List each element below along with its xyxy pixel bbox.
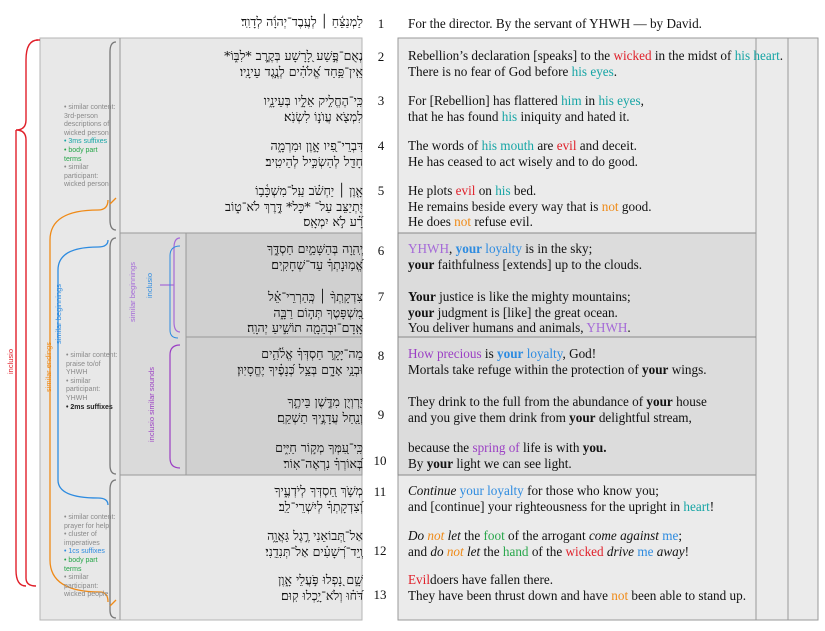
label-similar-beginnings-outer: similar beginnings <box>54 283 63 344</box>
text-segment: , <box>640 93 644 108</box>
text-segment: drive <box>606 543 635 559</box>
text-segment: you. <box>582 440 607 455</box>
text-segment: wicked <box>613 48 652 63</box>
text-segment: of the arrogant <box>504 528 589 543</box>
verse-hebrew <box>274 483 363 514</box>
text-segment: your <box>408 304 435 320</box>
verse-number: 13 <box>373 587 387 602</box>
text-segment: . <box>627 320 631 335</box>
text-segment: . <box>779 48 784 63</box>
text-segment: and <box>408 543 431 559</box>
hebrew-line: אַל־תְּ֭בוֹאֵנִי רֶ֣גֶל גַּאֲוָ֑ה <box>267 528 363 543</box>
verse-number: 12 <box>373 543 387 558</box>
text-segment: He does <box>408 214 455 229</box>
text-segment: your <box>497 346 524 361</box>
verse-english <box>408 394 707 425</box>
text-segment: his eyes <box>571 63 614 79</box>
text-segment: his heart <box>734 48 780 63</box>
text-segment: justice is like the mighty mountains; <box>435 289 631 304</box>
note-line: 3rd-person <box>64 112 98 120</box>
text-segment: By <box>408 455 427 471</box>
text-segment: his mouth <box>481 138 535 153</box>
note-line: YHWH <box>66 394 88 402</box>
verse-hebrew <box>266 138 364 169</box>
label-similar-beginnings-inner: similar beginnings <box>128 261 137 322</box>
verse-english <box>408 138 638 169</box>
verse-english <box>408 241 642 272</box>
text-segment: iniquity and hated it. <box>517 108 630 124</box>
text-segment: and [continue] your righteousness for the upright in <box>408 498 684 514</box>
english-line <box>408 214 652 230</box>
note-line: descriptions of <box>64 121 110 129</box>
note-line: • cluster of <box>64 531 97 539</box>
verse-hebrew <box>277 394 363 425</box>
text-segment: Rebellion’s declaration [speaks] to the <box>408 48 614 63</box>
english-line <box>408 241 642 257</box>
verse-english <box>408 48 783 79</box>
text-segment: He remains beside every way that is <box>408 198 602 214</box>
text-segment: in the midst of <box>651 48 735 63</box>
text-segment: loyalty <box>485 241 522 256</box>
text-segment: They drink to the full from the abundance of <box>408 394 647 409</box>
label-inclusio-outer: inclusio <box>6 348 15 374</box>
hebrew-line: אֵֽין־פַּ֥חַד אֱ֝לֹהִ֗ים לְנֶ֣גֶד עֵינָֽיו׃ <box>239 63 363 79</box>
label-inclusio-similar-sounds: inclusio similar sounds <box>147 366 156 442</box>
text-segment: bed. <box>510 183 537 198</box>
text-segment: There is no fear of God before <box>408 63 572 79</box>
hebrew-line: אָֽדָם־וּבְהֵמָ֖ה תוֹשִׁ֣יעַ יְהוָֽה׃ <box>247 320 363 335</box>
text-segment: For [Rebellion] has flattered <box>408 93 562 108</box>
text-segment: . <box>613 63 618 79</box>
note-line: terms <box>64 565 82 573</box>
text-segment: because the <box>408 440 473 455</box>
text-segment: come against <box>588 528 659 543</box>
text-segment: let <box>466 543 481 559</box>
note-line: • similar content: <box>64 514 116 521</box>
verse-hebrew <box>224 48 363 79</box>
heading-english: For the director. By the servant of YHWH — by David. <box>408 16 702 31</box>
hebrew-line: יְֽהוָ֭ה בְּהַשָּׁמַ֣יִם חַסְדֶּ֑ךָ <box>266 241 363 256</box>
note-line: participant: <box>66 386 101 394</box>
english-line <box>408 528 689 544</box>
verse-hebrew <box>275 440 363 471</box>
text-segment: Evil <box>408 572 430 587</box>
note-line: participant: <box>64 582 99 590</box>
text-segment: been able to stand up. <box>628 587 747 603</box>
verse-number: 11 <box>373 484 387 499</box>
hebrew-line: מִ֭שְׁפָּטֶךָ תְּה֣וֹם רַבָּ֑ה <box>273 304 363 320</box>
text-segment: li <box>519 440 531 455</box>
english-line <box>408 440 607 456</box>
hebrew-line: יִ֭תְיַצֵּב עַל־ *כָּל* דֶּ֣רֶךְ לֹא־ט֑וֹב <box>224 198 363 214</box>
text-segment: evil <box>455 183 476 198</box>
text-segment: of the <box>528 543 566 559</box>
text-segment: delightful stream, <box>595 409 692 425</box>
text-segment: not <box>454 214 472 229</box>
english-line <box>408 138 638 154</box>
text-segment: your <box>408 256 435 272</box>
text-segment: good. <box>618 198 652 214</box>
hebrew-line: דֹּ֝ח֗וּ וְלֹא־יָ֥כְלוּ קֽוּם׃ <box>280 587 363 603</box>
note-line: wicked people <box>64 591 109 599</box>
note-line: participant: <box>64 172 99 180</box>
text-segment: light we can see light. <box>453 455 572 471</box>
verse-number: 6 <box>377 243 385 258</box>
hebrew-line: כִּֽי־הֶחֱלִ֣יק אֵלָ֣יו בְּעֵינָ֑יו <box>263 93 363 108</box>
verse-hebrew <box>264 93 363 124</box>
hebrew-line: מַה־יָּקָ֥ר חַסְדְּךָ֗ אֱלֹ֫הִ֥ים <box>261 346 363 361</box>
english-line <box>408 410 707 426</box>
text-segment: not <box>427 528 445 543</box>
verse-english <box>408 346 707 377</box>
note-line: prayer for help <box>64 522 110 530</box>
note-line: • similar content: <box>66 352 118 359</box>
english-line <box>408 93 644 109</box>
english-line <box>408 48 783 64</box>
hebrew-line: וְֽיַד־רְ֝שָׁעִ֗ים אַל־תְּנִדֵֽנִי׃ <box>265 543 363 559</box>
text-segment: YHWH <box>586 320 628 335</box>
text-segment: Continue <box>408 483 457 498</box>
verse-english <box>408 183 652 230</box>
english-line <box>408 362 707 378</box>
text-segment: your <box>646 394 673 409</box>
english-line <box>408 544 689 560</box>
verse-number: 5 <box>377 183 385 198</box>
text-segment: do <box>430 543 444 559</box>
hebrew-line: חָדַ֖ל לְהַשְׂכִּ֣יל לְהֵיטִֽיב׃ <box>265 153 363 169</box>
text-segment: and you give them drink from <box>408 409 570 425</box>
english-line <box>408 305 631 321</box>
hebrew-line: נְאֻם־פֶּ֣שַׁע לָ֭רָשָׁע בְּקֶ֣רֶב *לִבּ֑וֹ* <box>224 48 363 63</box>
text-segment: wings. <box>668 361 707 377</box>
english-line <box>408 257 642 273</box>
text-segment: loyalty <box>526 346 563 361</box>
note-line: • 3ms suffixes <box>64 138 108 146</box>
text-segment: him <box>561 93 582 108</box>
verse-number: 4 <box>377 138 385 153</box>
verse-number: 3 <box>377 93 385 108</box>
text-segment: Do <box>408 528 425 543</box>
note-line: • similar <box>64 574 89 582</box>
note-line: • body part <box>64 146 98 154</box>
text-segment: me <box>637 543 654 559</box>
text-segment: He plots <box>408 183 456 198</box>
text-segment: hand <box>502 543 529 559</box>
text-segment: , God! <box>562 346 597 361</box>
text-segment: the <box>480 543 503 559</box>
text-segment: in <box>581 93 599 108</box>
english-line <box>408 109 644 125</box>
note-line: • body part <box>64 556 98 564</box>
english-line <box>408 183 652 199</box>
text-segment: his <box>495 183 511 198</box>
hebrew-line: וּבְנֵ֥י אָדָ֑ם בְּצֵ֥ל כְּ֝נָפֶ֗יךָ יֶחֱסָיֽוּן׃ <box>237 361 363 377</box>
text-segment: ! <box>684 543 689 559</box>
hebrew-line: אָ֤וֶן ׀ יַחְשֹׁ֗ב עַֽל־מִשְׁכָּ֫ב֥וֹ <box>255 183 363 198</box>
english-line <box>408 154 638 170</box>
text-segment: doers have fallen there. <box>429 572 554 587</box>
text-segment: your <box>455 241 482 256</box>
text-segment: ; <box>678 528 683 543</box>
text-segment: You deliver humans and animals, <box>408 320 587 335</box>
note-line: • 2ms suffixes <box>66 403 113 411</box>
text-segment: He has ceased to act wisely and to do good. <box>408 153 638 169</box>
english-line <box>408 394 707 410</box>
text-segment: YHWH <box>408 241 450 256</box>
text-segment: away <box>656 543 685 559</box>
text-segment: house <box>672 394 707 409</box>
text-segment: fe is with <box>530 440 583 455</box>
english-line <box>408 199 652 215</box>
text-segment: wicked <box>565 543 604 559</box>
text-segment: judgment is [like] the great ocean. <box>434 304 618 320</box>
text-segment: me <box>662 528 679 543</box>
verse-hebrew <box>247 289 363 336</box>
text-segment: his <box>501 108 518 124</box>
text-segment: not <box>446 543 464 559</box>
note-line: imperatives <box>64 539 100 547</box>
english-line <box>408 499 714 515</box>
text-segment: his eyes <box>598 93 641 108</box>
verse-english <box>408 440 607 471</box>
notes-group3 <box>64 514 115 600</box>
verse-english <box>408 289 631 336</box>
note-line: wicked person <box>64 181 109 189</box>
text-segment: They have been thrust down and have <box>408 587 612 603</box>
note-line: • similar <box>66 377 91 385</box>
hebrew-line: רָ֝֗ע לֹ֣א יִמְאָֽס׃ <box>303 214 363 229</box>
verse-hebrew <box>265 528 363 559</box>
text-segment: faithfulness [extends] up to the clouds. <box>434 256 643 272</box>
text-segment: the <box>460 528 484 543</box>
text-segment: your <box>569 409 596 425</box>
text-segment: evil <box>556 138 577 153</box>
verse-number: 7 <box>377 289 385 304</box>
verse-number: 9 <box>377 407 385 422</box>
text-segment: heart <box>683 498 710 514</box>
text-segment: Your <box>408 289 436 304</box>
notes-group2 <box>66 352 117 412</box>
text-segment: ! <box>709 498 715 514</box>
hebrew-line: אֱ֝מ֥וּנָתְךָ֗ עַד־שְׁחָקִֽים׃ <box>271 256 363 272</box>
english-line <box>408 320 631 336</box>
hebrew-line: צִדְקָֽתְךָ֨ ׀ כְּֽהַרְרֵי־אֵ֗ל <box>268 289 363 304</box>
text-segment: foot <box>483 528 505 543</box>
text-segment: not <box>601 198 619 214</box>
text-segment: Mortals take refuge within the protection of <box>408 361 643 377</box>
hebrew-line: בְּ֝אוֹרְךָ֗ נִרְאֶה־אֽוֹר׃ <box>283 455 363 471</box>
english-line <box>408 483 714 499</box>
note-line: • similar content: <box>64 104 116 111</box>
verse-english <box>408 93 644 124</box>
english-line <box>408 456 607 472</box>
label-inclusio-inner: inclusio <box>145 272 154 298</box>
verse-hebrew <box>237 346 363 377</box>
inclusio-outer-bracket <box>16 40 38 586</box>
english-line <box>408 64 783 80</box>
text-segment: spring of <box>472 440 520 455</box>
text-segment: your <box>642 361 669 377</box>
english-line <box>408 588 746 604</box>
text-segment: that he has found <box>408 108 502 124</box>
verse-english <box>408 572 746 603</box>
english-line <box>408 346 707 362</box>
hebrew-line: דִּבְרֵי־פִ֭יו אָ֣וֶן וּמִרְמָ֑ה <box>270 138 363 153</box>
text-segment: How precious <box>408 346 482 361</box>
hebrew-line: וְנַ֖חַל עֲדָנֶ֣יךָ תַשְׁקֵֽם׃ <box>277 409 363 425</box>
note-line: • 1cs suffixes <box>64 548 105 556</box>
text-segment: refuse evil. <box>471 214 533 229</box>
text-segment: is <box>481 346 498 361</box>
verse-english <box>408 483 714 514</box>
verse-number: 10 <box>373 453 387 468</box>
note-line: terms <box>64 155 82 163</box>
text-segment: for those who know you; <box>523 483 659 498</box>
hebrew-line: כִּֽי־עִ֭מְּךָ מְק֣וֹר חַיִּ֑ים <box>275 440 363 455</box>
verse-number: 8 <box>377 348 385 363</box>
hebrew-line: מְשֹׁ֣ךְ חַ֭סְדְּךָ לְיֹדְעֶ֑יךָ <box>274 483 363 498</box>
hebrew-line: לִמְצֹ֖א עֲוֺנ֣וֹ לִשְׂנֹֽא׃ <box>283 108 363 124</box>
verse-hebrew <box>225 183 363 230</box>
notes-group1 <box>64 104 115 190</box>
verse-hebrew <box>267 241 363 272</box>
label-similar-endings: similar endings <box>44 341 53 392</box>
english-line <box>408 572 746 588</box>
text-segment: on <box>475 183 496 198</box>
hebrew-line: שָׁ֣ם נָ֭פְלוּ פֹּ֣עֲלֵי אָ֑וֶן <box>278 572 363 587</box>
text-segment: The words of <box>408 138 482 153</box>
note-line: wicked person <box>64 129 109 137</box>
verse-hebrew <box>278 572 363 603</box>
text-segment: not <box>611 587 629 603</box>
text-segment: is in the sky; <box>521 241 593 256</box>
text-segment: your <box>426 455 454 471</box>
text-segment: , <box>449 241 456 256</box>
english-right-strip <box>788 38 818 620</box>
text-segment: let <box>447 528 461 543</box>
text-segment: and deceit. <box>576 138 637 153</box>
text-segment: are <box>534 138 557 153</box>
verse-number: 2 <box>377 49 385 64</box>
hebrew-line: וְ֝צִדְקָתְךָ֗ לְיִשְׁרֵי־לֵֽב׃ <box>278 498 363 514</box>
heading-number: 1 <box>377 16 385 31</box>
text-segment: your loyalty <box>459 483 524 498</box>
note-line: praise to/of <box>66 360 101 368</box>
english-line <box>408 289 631 305</box>
hebrew-line: יִ֭רְוְיֻן מִדֶּ֣שֶׁן בֵּיתֶ֑ךָ <box>287 394 363 409</box>
note-line: • similar <box>64 164 89 172</box>
heading-hebrew: לַמְנַצֵּ֬חַ ׀ לְעֶֽבֶד־יְהוָ֬ה לְדָוִֽד׃ <box>241 14 363 29</box>
verse-english <box>408 528 689 559</box>
note-line: YHWH <box>66 369 88 377</box>
